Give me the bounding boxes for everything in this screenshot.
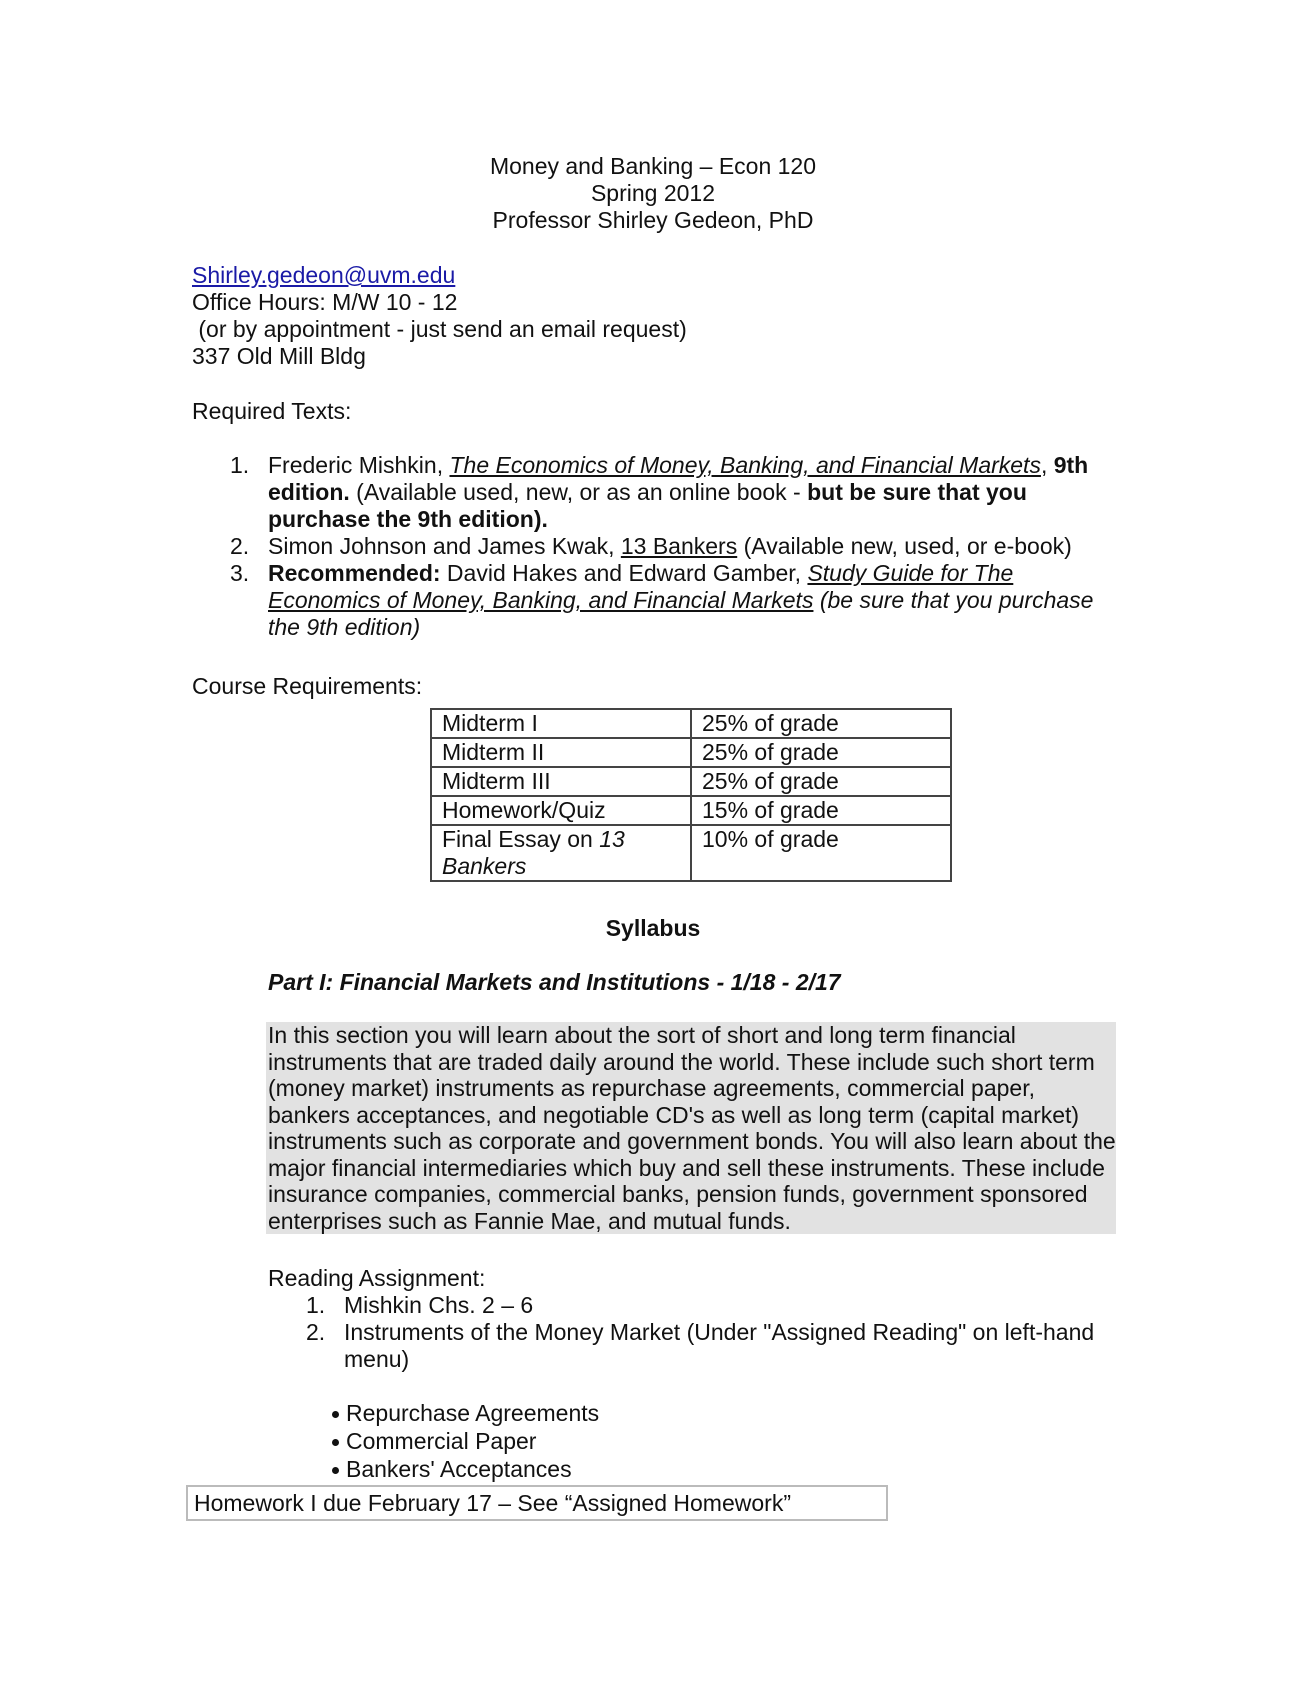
list-item xyxy=(230,533,1110,560)
course-term: Spring 2012 xyxy=(590,180,716,206)
course-requirements-label: Course Requirements: xyxy=(192,673,423,699)
text-comma: , xyxy=(1040,452,1054,478)
text-author: Frederic Mishkin, xyxy=(268,452,450,478)
required-texts-list xyxy=(230,452,1110,641)
text-note: (be sure that you purchase the 9th edition) xyxy=(268,587,1094,640)
course-title: Money and Banking – Econ 120 xyxy=(489,153,817,179)
office-location: 337 Old Mill Bldg xyxy=(192,343,366,369)
contact-info xyxy=(192,262,687,370)
text-note: (Available used, new, or as an online book - xyxy=(349,479,808,505)
table-cell-weight: 25% of grade xyxy=(691,738,951,767)
list-item: Commercial Paper xyxy=(330,1428,599,1456)
table-cell-weight: 25% of grade xyxy=(691,767,951,796)
table-row xyxy=(431,825,951,881)
document-header xyxy=(0,153,1306,234)
grade-table xyxy=(430,708,952,882)
table-cell-weight: 10% of grade xyxy=(691,825,951,881)
list-item xyxy=(306,1292,1118,1319)
text-note-bold: but be sure that you purchase the 9th edition). xyxy=(268,479,1027,532)
list-number: 2. xyxy=(230,533,250,559)
appointment-note: (or by appointment - just send an email request) xyxy=(192,316,687,342)
reading-text: Mishkin Chs. 2 – 6 xyxy=(344,1292,534,1318)
professor-name: Professor Shirley Gedeon, PhD xyxy=(492,207,814,233)
table-cell-item: Homework/Quiz xyxy=(431,796,691,825)
final-essay-prefix: Final Essay on xyxy=(442,826,600,852)
table-cell-item: Midterm I xyxy=(431,709,691,738)
list-item xyxy=(230,452,1110,533)
list-number: 1. xyxy=(306,1292,326,1318)
final-essay-title: 13 Bankers xyxy=(442,826,625,879)
reading-text: Instruments of the Money Market (Under "Assigned Reading" on left-hand menu) xyxy=(344,1319,1095,1372)
list-item: Bankers' Acceptances xyxy=(330,1456,599,1484)
office-hours: Office Hours: M/W 10 - 12 xyxy=(192,289,458,315)
text-note: (Available new, used, or e-book) xyxy=(737,533,1072,559)
list-item: Repurchase Agreements xyxy=(330,1400,599,1428)
text-title: The Economics of Money, Banking, and Financial Markets xyxy=(449,452,1041,478)
table-cell-item: Midterm II xyxy=(431,738,691,767)
text-title: 13 Bankers xyxy=(620,533,738,559)
table-cell-weight: 25% of grade xyxy=(691,709,951,738)
list-item xyxy=(230,560,1110,641)
table-row xyxy=(431,738,951,767)
list-number: 2. xyxy=(306,1319,326,1345)
recommended-label: Recommended: xyxy=(268,560,441,586)
list-item xyxy=(306,1319,1118,1373)
text-edition: 9th edition. xyxy=(268,452,1089,505)
list-number: 1. xyxy=(230,452,250,478)
reading-label: Reading Assignment: xyxy=(268,1265,486,1291)
homework-notice: Homework I due February 17 – See “Assigned Homework” xyxy=(186,1485,888,1521)
list-number: 3. xyxy=(230,560,250,586)
text-author: David Hakes and Edward Gamber, xyxy=(440,560,808,586)
table-row xyxy=(431,709,951,738)
reading-list xyxy=(306,1292,1118,1373)
part-title: Part I: Financial Markets and Institutions - 1/18 - 2/17 xyxy=(268,969,841,995)
table-row xyxy=(431,767,951,796)
money-market-instruments xyxy=(330,1400,599,1484)
required-texts-label: Required Texts: xyxy=(192,398,352,424)
description-text: In this section you will learn about the sort of short and long term financial instruments that are traded daily around the world. These include such short term (money market) instruments as repurchase agreements, commercial paper, bankers acceptances, and negotiable CD's as well as long term (capital market) instruments such as corporate and government bonds. You will also learn about the major financial intermediaries which buy and sell these instruments. These include insurance companies, commercial banks, pension funds, government sponsored enterprises such as Fannie Mae, and mutual funds. xyxy=(268,1022,1116,1234)
table-cell-item xyxy=(431,825,691,881)
table-cell-item: Midterm III xyxy=(431,767,691,796)
table-row xyxy=(431,796,951,825)
text-title: Study Guide for The Economics of Money, Banking, and Financial Markets xyxy=(268,560,1014,613)
email-link[interactable]: Shirley.gedeon@uvm.edu xyxy=(192,262,456,288)
text-author: Simon Johnson and James Kwak, xyxy=(268,533,621,559)
reading-assignment xyxy=(268,1265,1118,1373)
syllabus-title: Syllabus xyxy=(605,915,701,941)
table-cell-weight: 15% of grade xyxy=(691,796,951,825)
part-description xyxy=(266,1022,1116,1234)
